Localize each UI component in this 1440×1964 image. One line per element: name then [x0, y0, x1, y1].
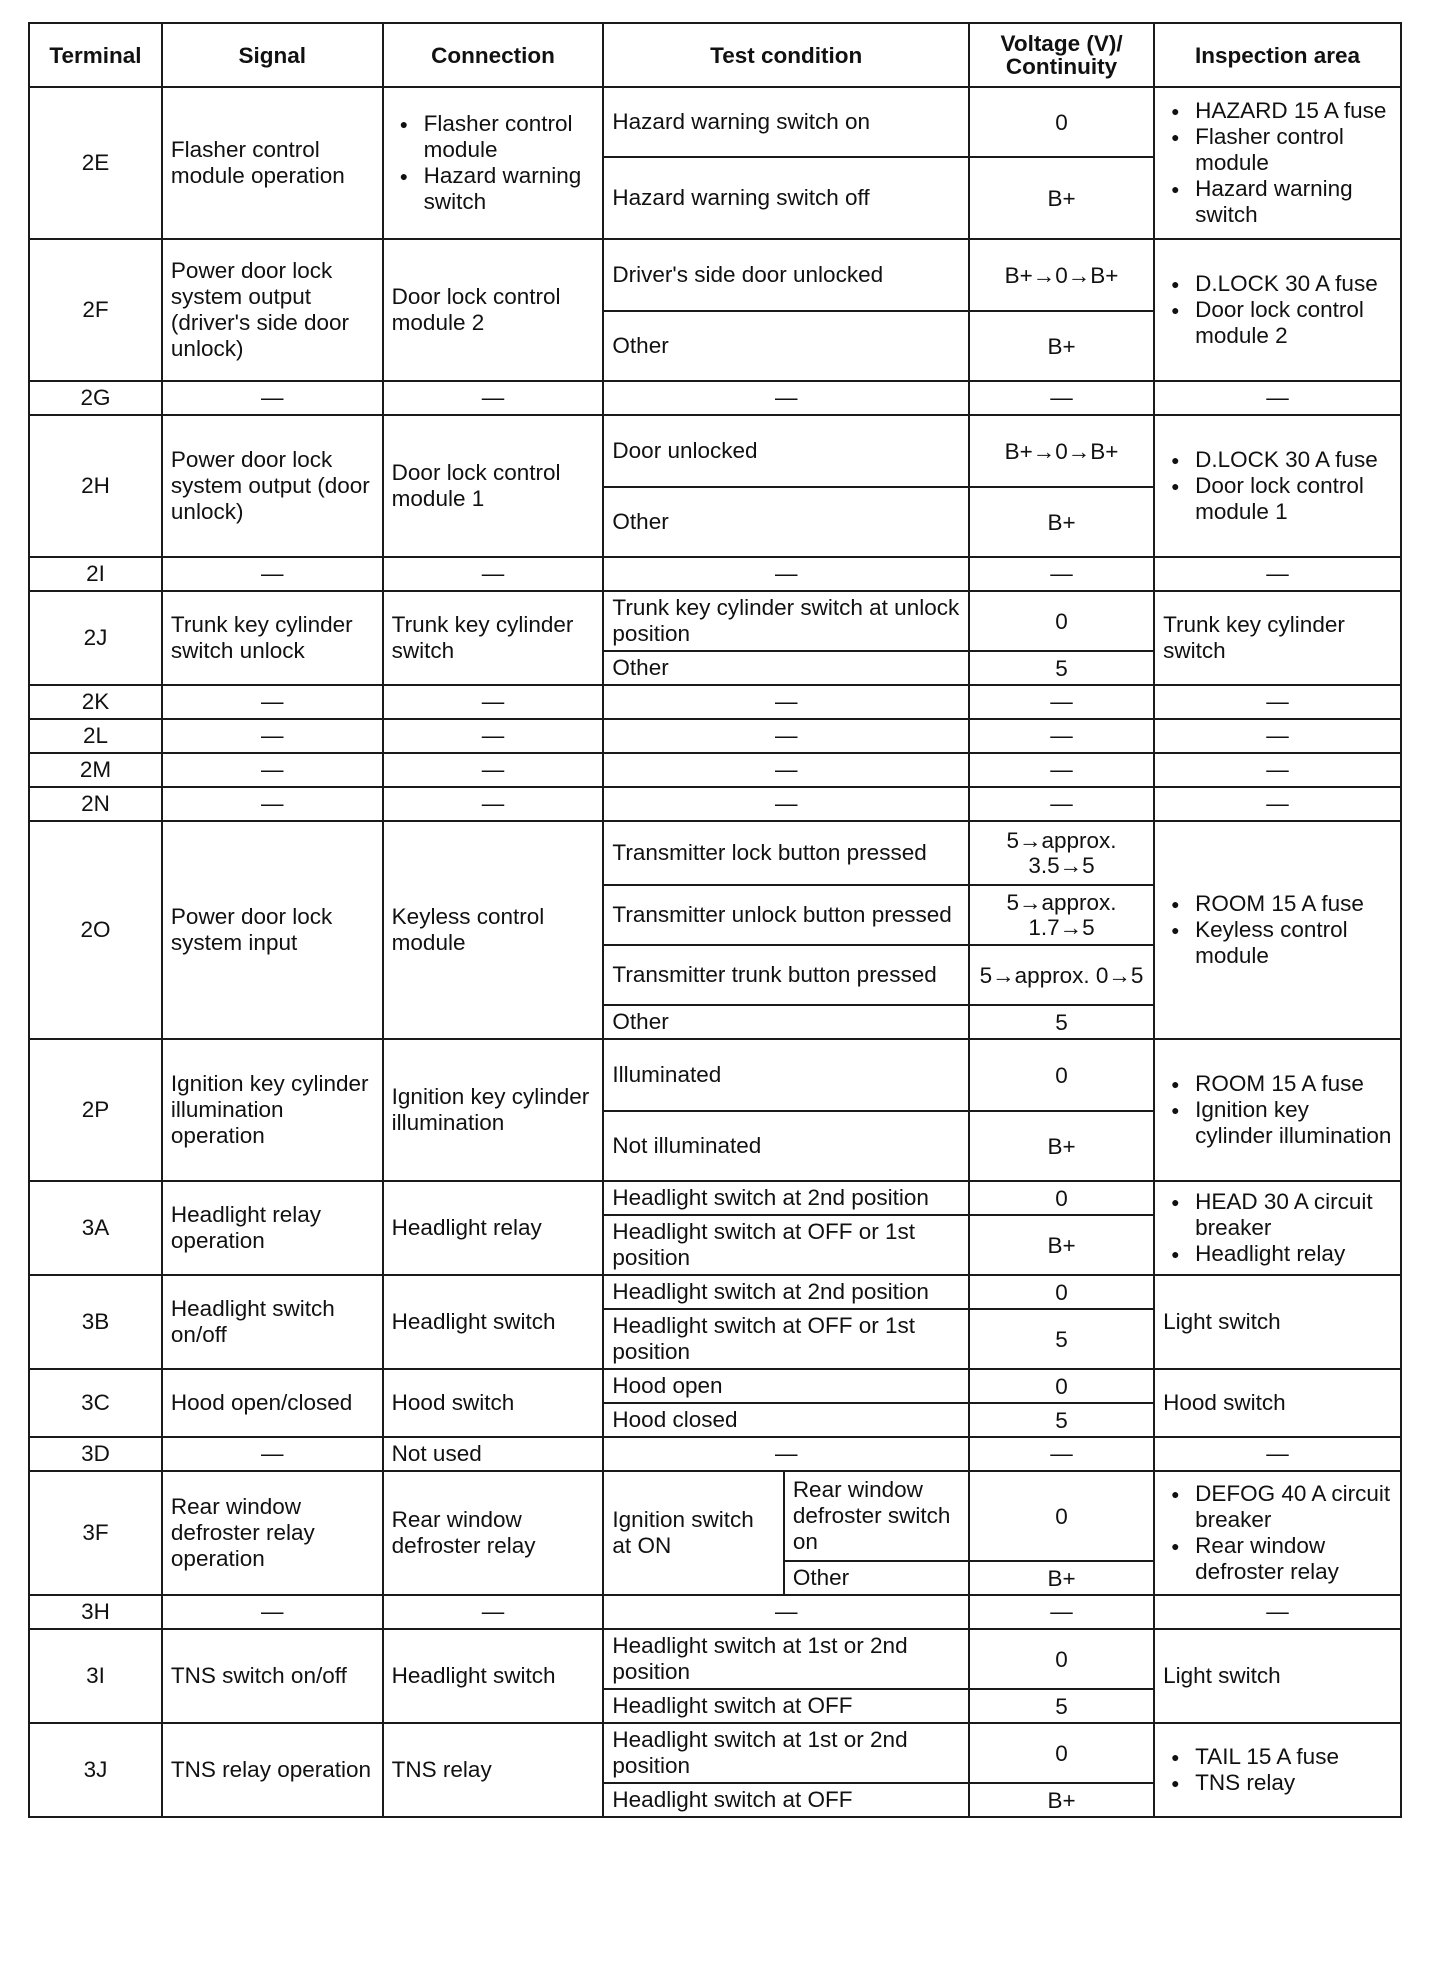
connection-item: ● Hazard warning switch: [392, 163, 595, 215]
test-condition-cell: Other: [784, 1561, 969, 1595]
test-condition-main-cell: Ignition switch at ON: [603, 1471, 783, 1595]
terminal-cell: 2G: [29, 381, 162, 415]
dash-cell: —: [162, 753, 383, 787]
signal-cell: Ignition key cylinder illumination operation: [162, 1039, 383, 1181]
test-condition-cell: Illuminated: [603, 1039, 969, 1111]
inspection-item: ● Door lock control module 1: [1163, 473, 1392, 525]
test-condition-cell: Headlight switch at 1st or 2nd position: [603, 1629, 969, 1689]
voltage-cell: 5: [969, 1689, 1154, 1723]
test-condition-cell: Other: [603, 311, 969, 381]
dash-cell: —: [383, 557, 604, 591]
terminal-cell: 3H: [29, 1595, 162, 1629]
inspection-item: ● ROOM 15 A fuse: [1163, 1071, 1392, 1097]
test-condition-cell: Headlight switch at OFF or 1st position: [603, 1309, 969, 1369]
dash-cell: —: [162, 557, 383, 591]
inspection-item: ● Door lock control module 2: [1163, 297, 1392, 349]
connection-cell: Headlight relay: [383, 1181, 604, 1275]
test-condition-cell: Driver's side door unlocked: [603, 239, 969, 311]
signal-cell: TNS relay operation: [162, 1723, 383, 1817]
voltage-cell: 5→approx. 3.5→5: [969, 821, 1154, 885]
signal-cell: Power door lock system input: [162, 821, 383, 1039]
connection-cell: Keyless control module: [383, 821, 604, 1039]
terminal-cell: 3A: [29, 1181, 162, 1275]
signal-cell: Power door lock system output (driver's side door unlock): [162, 239, 383, 381]
connection-cell: Door lock control module 1: [383, 415, 604, 557]
row-2L: [29, 719, 1401, 753]
voltage-cell: 0: [969, 591, 1154, 651]
voltage-cell: 0: [969, 1471, 1154, 1561]
dash-cell: —: [162, 787, 383, 821]
row-3D: [29, 1437, 1401, 1471]
connection-cell: [383, 87, 604, 239]
signal-cell: Headlight switch on/off: [162, 1275, 383, 1369]
test-condition-cell: Hazard warning switch on: [603, 87, 969, 157]
row-2E: [29, 87, 1401, 157]
dash-cell: —: [603, 787, 969, 821]
dash-cell: —: [603, 719, 969, 753]
inspection-item: ● Headlight relay: [1163, 1241, 1392, 1267]
terminal-cell: 2E: [29, 87, 162, 239]
terminal-cell: 3B: [29, 1275, 162, 1369]
terminal-cell: 2P: [29, 1039, 162, 1181]
terminal-voltage-table: [28, 22, 1402, 1818]
terminal-cell: 2L: [29, 719, 162, 753]
row-2P: [29, 1039, 1401, 1111]
inspection-item: ● Flasher control module: [1163, 124, 1392, 176]
inspection-cell: [1154, 239, 1401, 381]
inspection-cell: [1154, 821, 1401, 1039]
dash-cell: —: [1154, 753, 1401, 787]
connection-cell: Trunk key cylinder switch: [383, 591, 604, 685]
row-2F: [29, 239, 1401, 311]
dash-cell: —: [383, 753, 604, 787]
inspection-item: ● D.LOCK 30 A fuse: [1163, 271, 1392, 297]
voltage-cell: 0: [969, 1039, 1154, 1111]
signal-cell: Rear window defroster relay operation: [162, 1471, 383, 1595]
terminal-cell: 2H: [29, 415, 162, 557]
dash-cell: —: [969, 753, 1154, 787]
row-3J: [29, 1723, 1401, 1783]
voltage-cell: 0: [969, 87, 1154, 157]
test-condition-cell: Not illuminated: [603, 1111, 969, 1181]
dash-cell: —: [969, 719, 1154, 753]
test-condition-cell: Hood open: [603, 1369, 969, 1403]
row-3A: [29, 1181, 1401, 1215]
signal-cell: TNS switch on/off: [162, 1629, 383, 1723]
test-condition-cell: Headlight switch at 2nd position: [603, 1275, 969, 1309]
voltage-cell: B+→0→B+: [969, 415, 1154, 487]
dash-cell: —: [603, 753, 969, 787]
test-condition-cell: Rear window defroster switch on: [784, 1471, 969, 1561]
header-test-condition: Test condition: [603, 23, 969, 87]
dash-cell: —: [162, 381, 383, 415]
row-2M: [29, 753, 1401, 787]
header-terminal: Terminal: [29, 23, 162, 87]
inspection-cell: Light switch: [1154, 1275, 1401, 1369]
voltage-cell: 5: [969, 1005, 1154, 1039]
inspection-item: ● TAIL 15 A fuse: [1163, 1744, 1392, 1770]
test-condition-cell: Hood closed: [603, 1403, 969, 1437]
inspection-item: ● ROOM 15 A fuse: [1163, 891, 1392, 917]
test-condition-cell: Headlight switch at OFF: [603, 1783, 969, 1817]
row-2N: [29, 787, 1401, 821]
voltage-cell: 5→approx. 0→5: [969, 945, 1154, 1005]
voltage-cell: 5: [969, 651, 1154, 685]
dash-cell: —: [162, 1437, 383, 1471]
row-2K: [29, 685, 1401, 719]
row-3B: [29, 1275, 1401, 1309]
dash-cell: —: [603, 1437, 969, 1471]
test-condition-cell: Transmitter unlock button pressed: [603, 885, 969, 945]
connection-cell: Ignition key cylinder illumination: [383, 1039, 604, 1181]
connection-cell: Headlight switch: [383, 1629, 604, 1723]
row-2H: [29, 415, 1401, 487]
test-condition-cell: Door unlocked: [603, 415, 969, 487]
dash-cell: —: [1154, 719, 1401, 753]
test-condition-cell: Other: [603, 487, 969, 557]
terminal-cell: 2O: [29, 821, 162, 1039]
test-condition-cell: Transmitter lock button pressed: [603, 821, 969, 885]
inspection-item: ● Rear window defroster relay: [1163, 1533, 1392, 1585]
test-condition-cell: Transmitter trunk button pressed: [603, 945, 969, 1005]
dash-cell: —: [603, 381, 969, 415]
voltage-cell: B+: [969, 1561, 1154, 1595]
voltage-cell: 0: [969, 1181, 1154, 1215]
dash-cell: —: [162, 719, 383, 753]
dash-cell: —: [162, 685, 383, 719]
inspection-item: ● Keyless control module: [1163, 917, 1392, 969]
inspection-cell: [1154, 87, 1401, 239]
signal-cell: Power door lock system output (door unlock): [162, 415, 383, 557]
row-3C: [29, 1369, 1401, 1403]
dash-cell: —: [1154, 381, 1401, 415]
voltage-cell: 5→approx. 1.7→5: [969, 885, 1154, 945]
inspection-cell: [1154, 1039, 1401, 1181]
inspection-cell: Light switch: [1154, 1629, 1401, 1723]
test-condition-cell: Headlight switch at OFF: [603, 1689, 969, 1723]
inspection-cell: [1154, 1181, 1401, 1275]
test-condition-cell: Trunk key cylinder switch at unlock position: [603, 591, 969, 651]
connection-item: ● Flasher control module: [392, 111, 595, 163]
dash-cell: —: [1154, 787, 1401, 821]
terminal-cell: 2K: [29, 685, 162, 719]
signal-cell: Hood open/closed: [162, 1369, 383, 1437]
inspection-item: ● D.LOCK 30 A fuse: [1163, 447, 1392, 473]
test-condition-cell: Hazard warning switch off: [603, 157, 969, 239]
dash-cell: —: [1154, 1437, 1401, 1471]
connection-cell: TNS relay: [383, 1723, 604, 1817]
test-condition-cell: Headlight switch at 1st or 2nd position: [603, 1723, 969, 1783]
voltage-cell: 0: [969, 1723, 1154, 1783]
signal-cell: Headlight relay operation: [162, 1181, 383, 1275]
dash-cell: —: [1154, 685, 1401, 719]
test-condition-cell: Other: [603, 1005, 969, 1039]
voltage-cell: B+: [969, 311, 1154, 381]
terminal-cell: 3C: [29, 1369, 162, 1437]
terminal-cell: 3J: [29, 1723, 162, 1817]
terminal-cell: 3I: [29, 1629, 162, 1723]
test-condition-cell: Headlight switch at 2nd position: [603, 1181, 969, 1215]
connection-cell: Not used: [383, 1437, 604, 1471]
terminal-cell: 2M: [29, 753, 162, 787]
voltage-cell: B+: [969, 1215, 1154, 1275]
dash-cell: —: [969, 557, 1154, 591]
terminal-cell: 2J: [29, 591, 162, 685]
voltage-cell: 5: [969, 1403, 1154, 1437]
dash-cell: —: [162, 1595, 383, 1629]
row-2O: [29, 821, 1401, 885]
terminal-cell: 3F: [29, 1471, 162, 1595]
signal-cell: Trunk key cylinder switch unlock: [162, 591, 383, 685]
inspection-cell: [1154, 415, 1401, 557]
dash-cell: —: [1154, 1595, 1401, 1629]
terminal-cell: 2N: [29, 787, 162, 821]
dash-cell: —: [603, 1595, 969, 1629]
test-condition-cell: Other: [603, 651, 969, 685]
dash-cell: —: [383, 381, 604, 415]
row-3H: [29, 1595, 1401, 1629]
row-3F: [29, 1471, 1401, 1561]
dash-cell: —: [603, 557, 969, 591]
dash-cell: —: [969, 1437, 1154, 1471]
terminal-cell: 2F: [29, 239, 162, 381]
voltage-cell: 0: [969, 1275, 1154, 1309]
inspection-cell: [1154, 1723, 1401, 1817]
header-connection: Connection: [383, 23, 604, 87]
dash-cell: —: [383, 787, 604, 821]
row-2J: [29, 591, 1401, 651]
connection-cell: Door lock control module 2: [383, 239, 604, 381]
voltage-cell: B+: [969, 1783, 1154, 1817]
header-inspection: Inspection area: [1154, 23, 1401, 87]
inspection-cell: Trunk key cylinder switch: [1154, 591, 1401, 685]
voltage-cell: B+: [969, 487, 1154, 557]
connection-cell: Hood switch: [383, 1369, 604, 1437]
dash-cell: —: [969, 1595, 1154, 1629]
row-2G: [29, 381, 1401, 415]
inspection-item: ● HAZARD 15 A fuse: [1163, 98, 1392, 124]
voltage-cell: 5: [969, 1309, 1154, 1369]
dash-cell: —: [383, 719, 604, 753]
voltage-cell: 0: [969, 1629, 1154, 1689]
terminal-cell: 2I: [29, 557, 162, 591]
dash-cell: —: [603, 685, 969, 719]
voltage-cell: B+: [969, 1111, 1154, 1181]
test-condition-cell: Headlight switch at OFF or 1st position: [603, 1215, 969, 1275]
inspection-item: ● Ignition key cylinder illumination: [1163, 1097, 1392, 1149]
signal-cell: Flasher control module operation: [162, 87, 383, 239]
inspection-item: ● TNS relay: [1163, 1770, 1392, 1796]
header-signal: Signal: [162, 23, 383, 87]
row-2I: [29, 557, 1401, 591]
inspection-item: ● HEAD 30 A circuit breaker: [1163, 1189, 1392, 1241]
voltage-cell: B+→0→B+: [969, 239, 1154, 311]
dash-cell: —: [383, 1595, 604, 1629]
dash-cell: —: [1154, 557, 1401, 591]
voltage-cell: B+: [969, 157, 1154, 239]
inspection-item: ● Hazard warning switch: [1163, 176, 1392, 228]
dash-cell: —: [969, 685, 1154, 719]
header-voltage: Voltage (V)/ Continuity: [969, 23, 1154, 87]
connection-cell: Rear window defroster relay: [383, 1471, 604, 1595]
header-row: [29, 23, 1401, 87]
connection-cell: Headlight switch: [383, 1275, 604, 1369]
voltage-cell: 0: [969, 1369, 1154, 1403]
row-3I: [29, 1629, 1401, 1689]
dash-cell: —: [969, 381, 1154, 415]
inspection-cell: Hood switch: [1154, 1369, 1401, 1437]
terminal-cell: 3D: [29, 1437, 162, 1471]
dash-cell: —: [969, 787, 1154, 821]
dash-cell: —: [383, 685, 604, 719]
inspection-item: ● DEFOG 40 A circuit breaker: [1163, 1481, 1392, 1533]
inspection-cell: [1154, 1471, 1401, 1595]
